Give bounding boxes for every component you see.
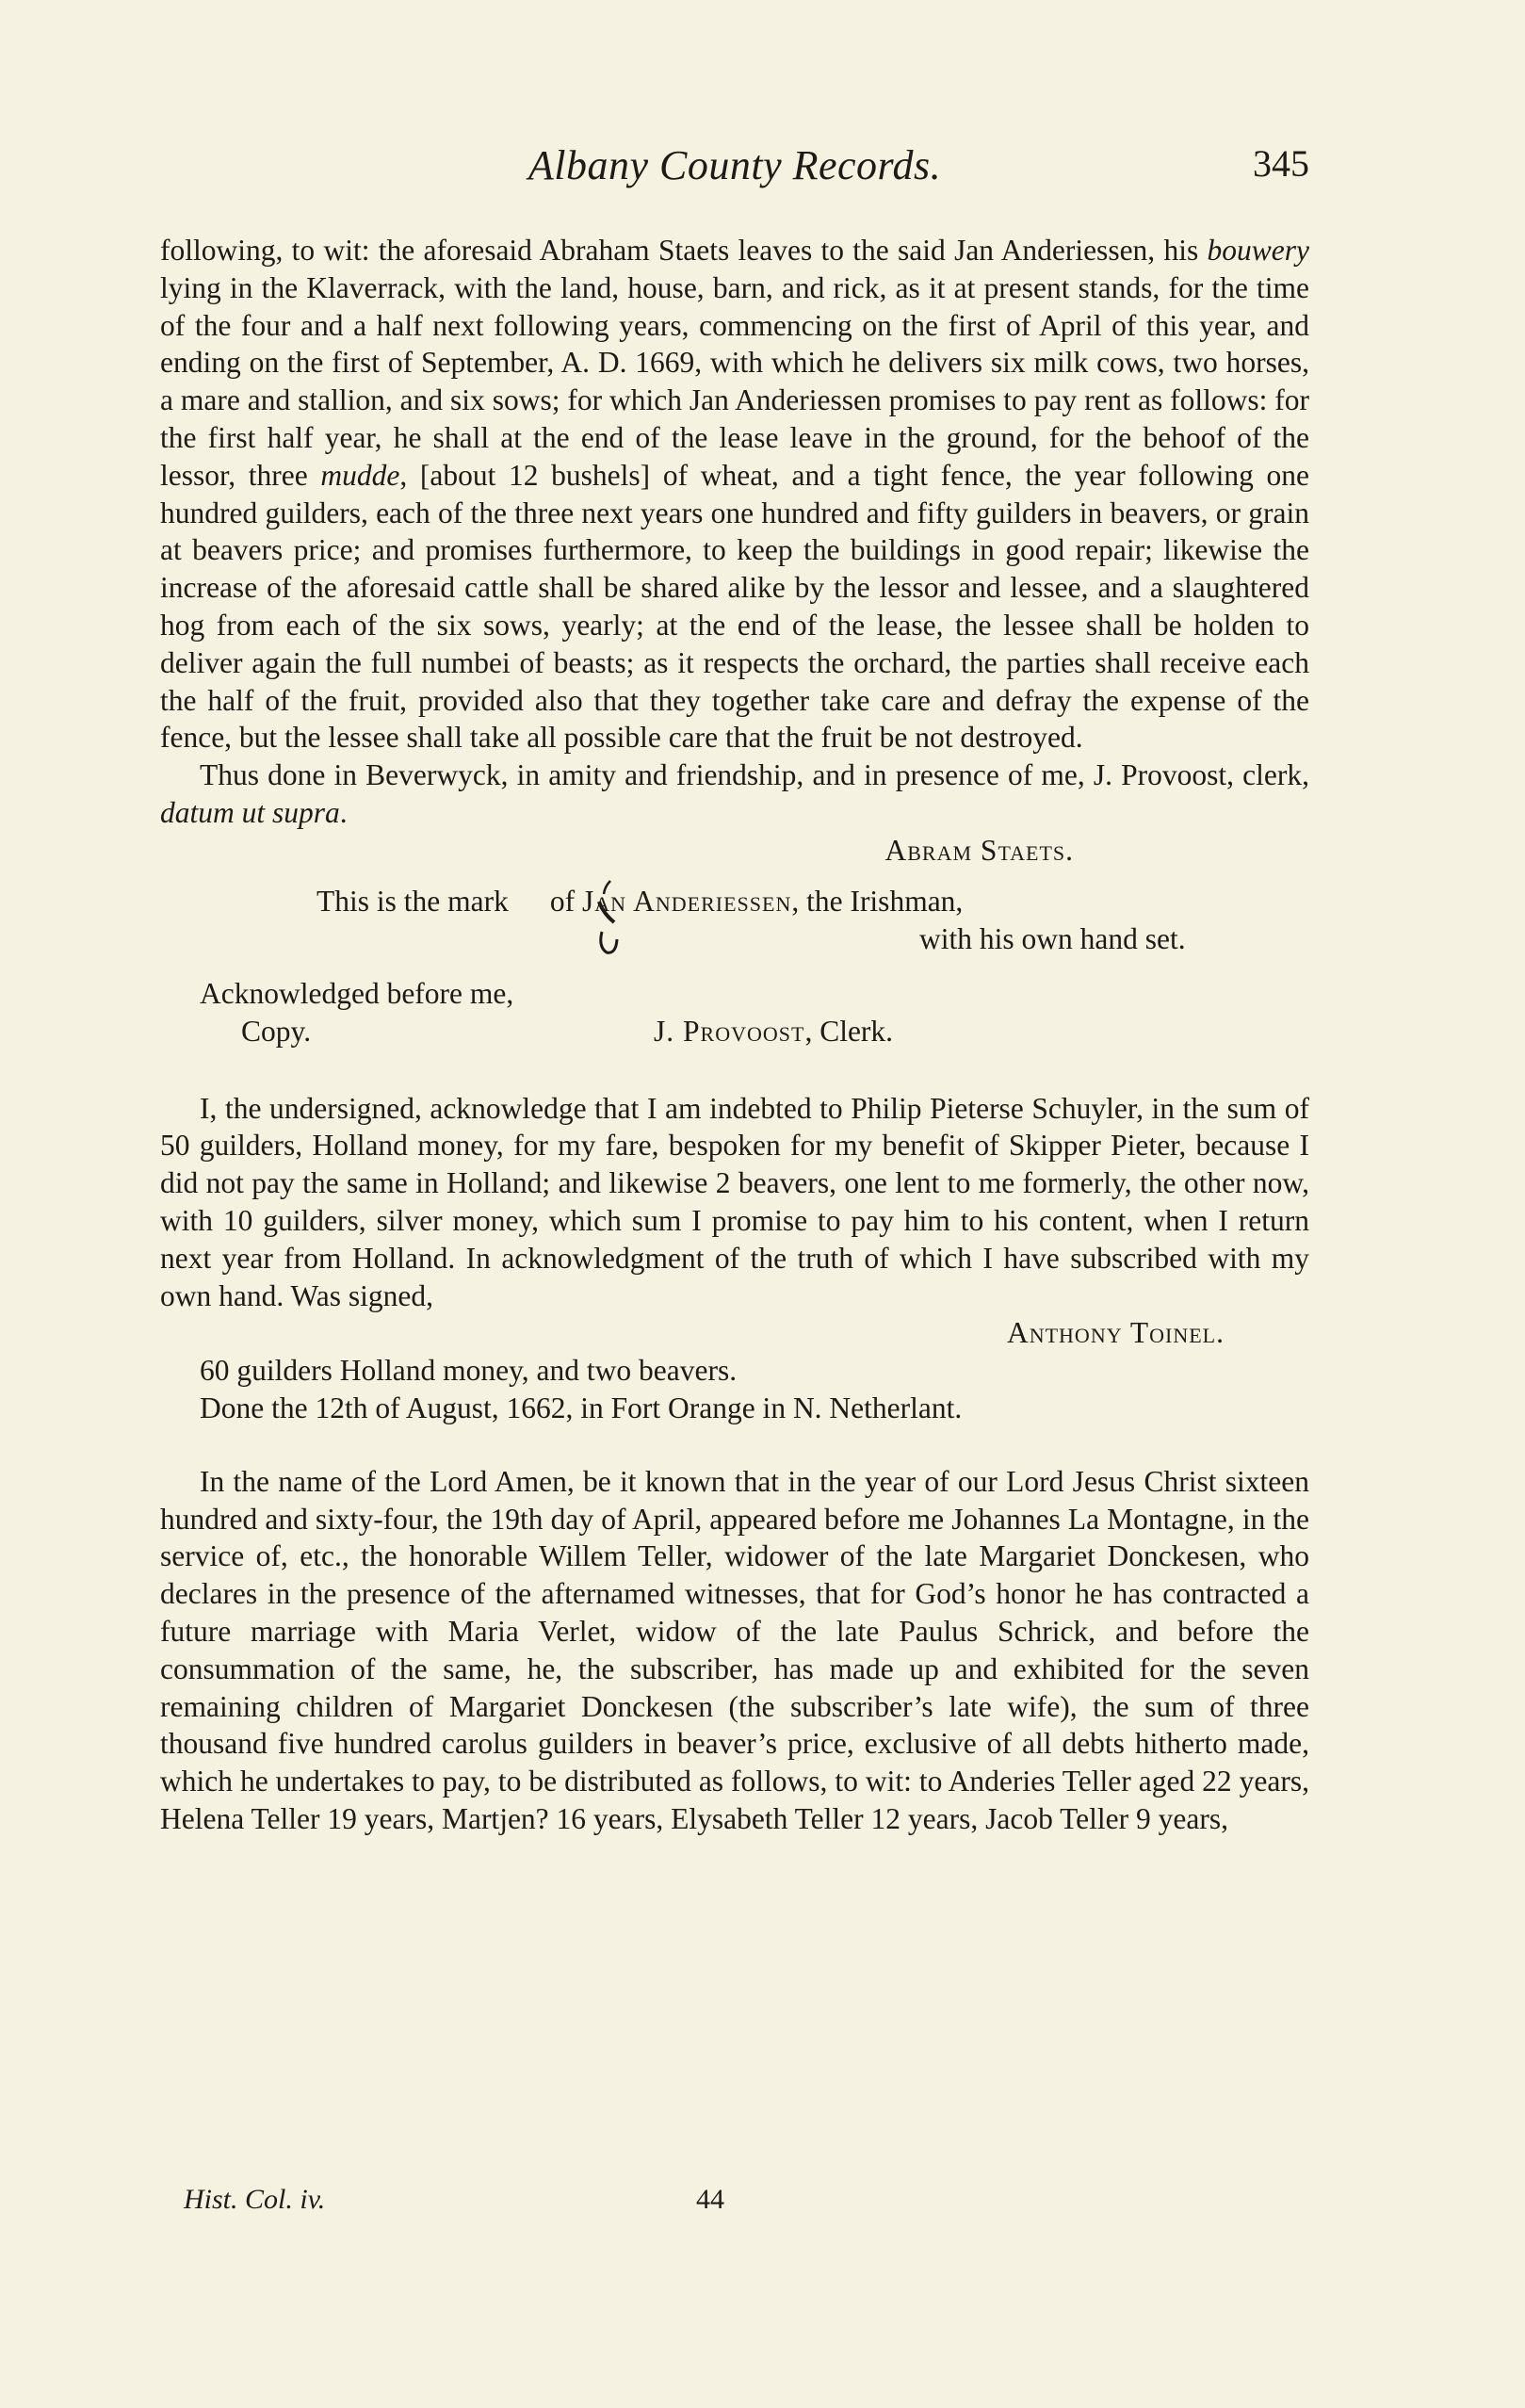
paragraph-done-fort-orange: Done the 12th of August, 1662, in Fort Orange in N. Netherlant. [200, 1391, 963, 1424]
clerk-signature [654, 1013, 893, 1050]
mark-line-1 [316, 883, 963, 920]
mark-text: This is the mark [316, 884, 509, 918]
running-title: Albany County Records. [527, 142, 942, 188]
signature-number: 44 [696, 2184, 724, 2215]
signature-abram-staets: Abram Staets. [884, 833, 1074, 867]
mark-line-2: with his own hand set. [919, 921, 1186, 955]
marker-name: Jan Anderiessen [581, 884, 792, 918]
paragraph-amount: 60 guilders Holland money, and two beavers. [200, 1354, 738, 1388]
document-page [160, 141, 1309, 1838]
paragraph-marriage-contract: In the name of the Lord Amen, be it known that in the year of our Lord Jesus Christ sixteen hundred and sixty-four, the 19th day of April, appeared before me Johannes La Montagne, in the service of, etc., the honorable Willem Teller, widower of the late Margariet Donckesen, who declares in the presence of the afternamed witnesses, that for God’s honor he has contracted a future marriage with Maria Verlet, widow of the late Paulus Schrick, and before the consummation of the same, he, the subscriber, has made up and exhibited for the seven remaining children of Margariet Donckesen (the subscriber’s late wife), the sum of three thousand five hundred carolus guilders in beaver’s price, exclusive of all debts hitherto made, which he undertakes to pay, to be distributed as follows, to wit: to Anderies Teller aged 22 years, Helena Teller 19 years, Martjen? 16 years, Elysabeth Teller 12 years, Jacob Teller 9 years, [160, 1464, 1309, 1835]
text-run: . [339, 795, 348, 829]
mark-text: of [549, 884, 576, 918]
paragraph-lease-terms [160, 232, 1309, 757]
signature-mark: Hist. Col. iv. [184, 2184, 326, 2215]
mark-block [160, 883, 1309, 962]
acknowledgement-block [160, 975, 1309, 1054]
text-run: , [about 12 bushels] of wheat, and a tight fence, the year following one hundred guilders, each of the three next years one hundred and fifty guilders in beavers, or grain at beavers price; and promises furthermore, to keep the buildings in good repair; likewise the increase of the aforesaid cattle shall be shared alike by the lessor and lessee, and a slaughtered hog from each of the six sows, yearly; at the end of the lease, the lessee shall be holden to deliver again the full numbei of beasts; as it respects the orchard, the parties shall receive each the half of the fruit, provided also that they together take care and defray the expense of the fence, but the lessee shall take all possible care that the fruit be not destroyed. [160, 458, 1309, 755]
body-text [160, 232, 1309, 1838]
running-header [160, 141, 1309, 211]
signature-mark-icon [593, 875, 625, 962]
clerk-title: , Clerk. [804, 1014, 894, 1048]
signature-anthony-toinel: Anthony Toinel. [1006, 1316, 1225, 1350]
copy-label: Copy. [241, 1014, 312, 1048]
clerk-name: J. Provoost [654, 1014, 805, 1048]
italic-term: datum ut supra [160, 795, 340, 829]
text-run: following, to wit: the aforesaid Abraham Staets leaves to the said Jan Anderiessen, his [160, 234, 1208, 267]
paragraph-done-in-beverwyck [160, 757, 1309, 832]
text-run: lying in the Klaverrack, with the land, house, barn, and rick, as it at present stands, for the time of the four and a half next following years, commencing on the first of April of this year, and ending on the first of September, A. D. 1669, with which he delivers six milk cows, two horses, a mare and stallion, and six sows; for which Jan Anderiessen promises to pay rent as follows: for the first half year, he shall at the end of the lease leave in the ground, for the behoof of the lessor, three [160, 270, 1309, 492]
page-number: 345 [1253, 142, 1309, 185]
italic-term: mudde [320, 458, 400, 492]
paragraph-indebted: I, the undersigned, acknowledge that I am indebted to Philip Pieterse Schuyler, in the sum of 50 guilders, Holland money, for my fare, bespoken for my benefit of Skipper Pieter, because I did not pay the same in Holland; and likewise 2 beavers, one lent to me formerly, the other now, with 10 guilders, silver money, which sum I promise to pay him to his content, when I return next year from Holland. In acknowledgment of the truth of which I have subscribed with my own hand. Was signed, [160, 1091, 1309, 1312]
mark-text: , the Irishman, [791, 884, 964, 918]
italic-term: bouwery [1207, 234, 1309, 267]
ack-line: Acknowledged before me, [200, 976, 514, 1010]
text-run: Thus done in Beverwyck, in amity and friendship, and in presence of me, J. Provoost, clerk, [200, 758, 1309, 792]
